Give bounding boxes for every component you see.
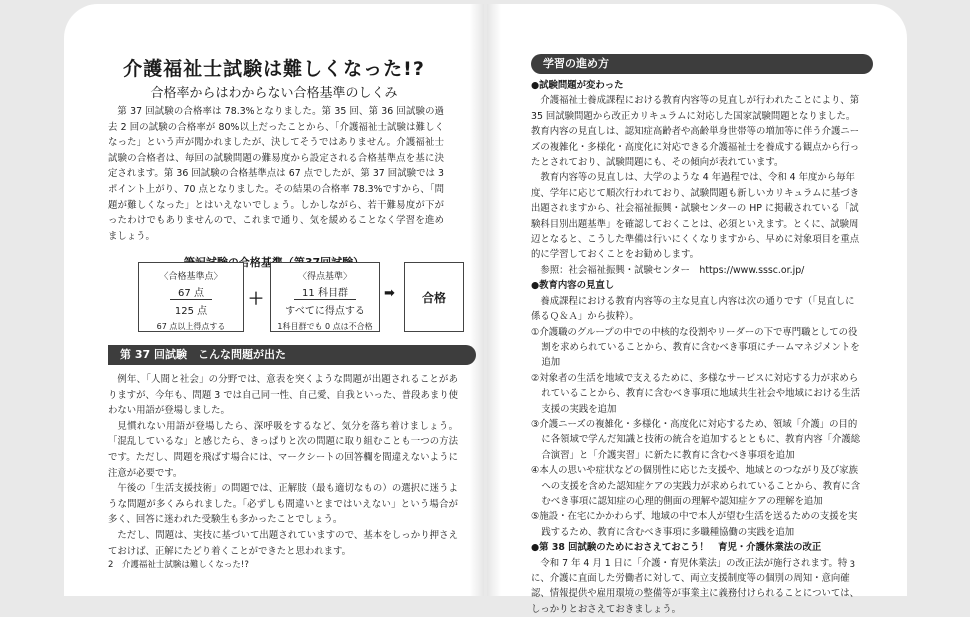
list-item: ②対象者の生活を地域で支えるために、多様なサービスに対応する力が求められていることから、教育に含むべき事項に地域共生社会や地域における生活支援の実践を追加 (531, 372, 861, 415)
fraction (271, 282, 379, 317)
reference-link: 参照：社会福祉振興・試験センター https://www.sssc.or.jp/ (540, 264, 805, 276)
box-footnote: 67 点以上得点する (156, 322, 226, 331)
criteria-box-score-requirement (270, 262, 380, 332)
paragraph: 令和 7 年 4 月 1 日に「介護・育児休業法」の改正法が施行されます。特に、介護に直面した労働者に対して、両立支援制度等の個別の周知・意向確認、情報提供や雇用環境の整備等が事業主に義務付けられることについては、しっかりとおさえておきましょう。 (531, 557, 859, 615)
page-footer-left: 2 介護福祉士試験は難しくなった!? (108, 560, 249, 570)
body-paragraph: 見慣れない用語が登場したら、深呼吸をするなど、気分を落ち着けましょう。「混乱しているな」と感じたら、きっぱりと次の問題に取り組むことも一つの方法です。ただし、問題を飛ばす場合には、マークシートの回答欄を間違えないように注意が必要です。 (108, 420, 458, 479)
list-item: ⑤施設・在宅にかかわらず、地域の中で本人が望む生活を送るための支援を実践するため、教育に含むべき事項に多職種協働の実践を追加 (531, 511, 858, 538)
box-footnote: 1科目群でも 0 点は不合格 (277, 322, 373, 331)
section-bar-study-method: 学習の進め方 (531, 54, 873, 74)
criteria-box-passing-score (138, 262, 244, 332)
plus-icon: ＋ (248, 289, 265, 308)
list-item: ③介護ニーズの複雑化・多様化・高度化に対応するため、領域「介護」の目的に各領域で学んだ知識と技術の統合を追加するとともに、教育内容「介護総合演習」と「介護実習」に新たに教育に含むべき事項を追加 (531, 418, 861, 461)
paragraph: 介護福祉士養成課程における教育内容等の見直しが行われたことにより、第 35 回試験問題から改正カリキュラムに対応した国家試験問題となりました。教育内容の見直しは、認知症高齢者や高齢単身世帯等の増加等に伴う介護ニーズの複雑化・多様化・高度化に対応できる介護福祉士を養成する観点から行ったとされており、試験問題にも、その傾向が表れています。 (531, 95, 860, 169)
heading-exam-changed: ●試験問題が変わった (531, 80, 624, 91)
fraction-denominator: 125 点 (174, 306, 208, 317)
heading-curriculum-review: ●教育内容の見直し (531, 280, 615, 292)
fraction-numerator: 11 科目群 (294, 284, 356, 300)
result-box (404, 262, 464, 332)
fraction-denominator: すべてに得点する (285, 306, 365, 317)
intro-paragraph (108, 104, 444, 244)
right-page (487, 4, 907, 615)
body-text (108, 372, 458, 559)
arrow-right-icon: ➡ (384, 286, 395, 301)
section-bar-exam-questions: 第 37 回試験 こんな問題が出た (108, 345, 476, 365)
body-paragraph: 午後の「生活支援技術」の問題では、正解肢（最も適切なもの）の選択に迷うような問題が多くみられました。「必ずしも間違いとまではいえない」という場合が多く、回答に迷われた受験生も多かったことでしょう。 (108, 483, 458, 526)
list-item: ④本人の思いや症状などの個別性に応じた支援や、地域とのつながり及び家族への支援を含めた認知症ケアの実践力が求められていることから、教育に含むべき事項に認知症の心理的側面の理解や認知症ケアの理解を追加 (531, 465, 861, 507)
box-heading: 〈合格基準点〉 (159, 272, 223, 282)
fraction (139, 282, 243, 317)
page-title: 介護福祉士試験は難しくなった!? (123, 58, 425, 80)
body-paragraph: ただし、問題は、実技に基づいて出題されていますので、基本をしっかり押さえておけば、正解にたどり着くことができたと思われます。 (108, 529, 458, 557)
paragraph: 教育内容等の見直しは、大学のような 4 年過程では、令和 4 年度から毎年度、学年に応じて順次行われており、試験問題も新しいカリキュラムに基づき出題されますから、社会福祉振興・試験センターの HP に掲載されている「試験科目別出題基準」を確認しておくことは、必須といえます。とくに、試験周辺となると、こうした準備は行いにくくなりますから、早めに対象項目を重点的に学習しておくことをお勧めします。 (531, 172, 860, 261)
page-subtitle: 合格率からはわからない合格基準のしくみ (150, 86, 398, 101)
right-body (531, 78, 863, 617)
page-footer-right: 3 (849, 560, 855, 570)
left-page (64, 4, 484, 596)
result-label: 合格 (421, 291, 446, 305)
paragraph: 養成課程における教育内容等の主な見直し内容は次の通りです（「見直しに係るＱ＆Ａ」から抜粋）。 (531, 295, 855, 323)
list-item: ①介護職のグループの中での中核的な役割やリーダーの下で専門職としての役割を求められていることから、教育に含むべき事項にチームマネジメントを追加 (531, 326, 860, 369)
body-paragraph: 例年、「人間と社会」の分野では、意表を突くような問題が出題されることがありますが、今年も、問題 3 では自己同一性、自己愛、自我といった、普段あまり使わない用語が登場しました。 (108, 374, 458, 417)
intro-text: 第 37 回試験の合格率は 78.3%となりました。第 35 回、第 36 回試験の過去 2 回の試験の合格率が 80%以上だったことから、「介護福祉士試験は難しくなった」という声が聞かれましたが、決してそうではありません。介護福祉士試験の合格者は、毎回の試験問題の難易度から設定される合格基準点を基に決定されます。第 36 回試験の合格基準点は 67 点でしたが、第 37 回試験では 3 ポイント上がり、70 点となりました。その結果の合格率 78.3%ですから、「問題が難しくなった」とはいえないでしょう。しかしながら、若干難易度が下がったわけでもありませんので、これまで通り、気を緩めることなく学習を進めましょう。 (108, 106, 444, 242)
fraction-numerator: 67 点 (170, 284, 212, 300)
box-heading: 〈得点基準〉 (297, 272, 352, 282)
gutter-shadow (487, 4, 501, 596)
heading-law-revision: ●第 38 回試験のためにおさえておこう！ 育児・介護休業法の改正 (531, 542, 822, 554)
